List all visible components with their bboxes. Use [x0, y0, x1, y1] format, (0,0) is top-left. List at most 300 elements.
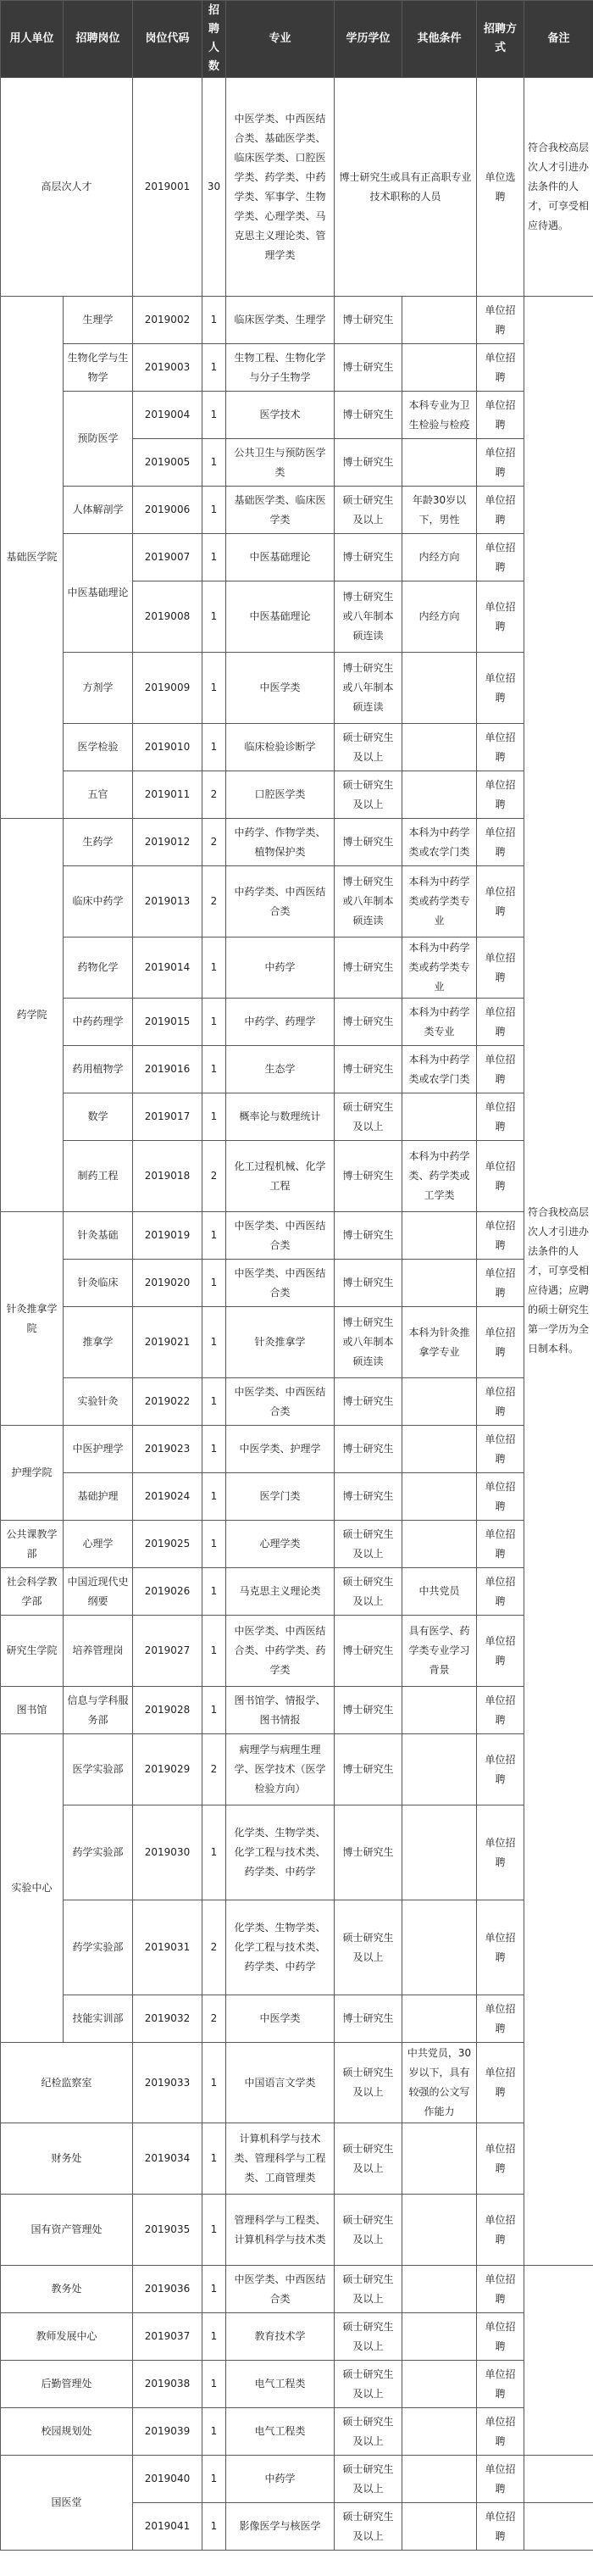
table-cell: 中医基础理论 [226, 581, 335, 653]
table-cell: 中医基础理论 [64, 534, 133, 653]
table-cell [402, 439, 477, 487]
table-cell [402, 1805, 477, 1900]
table-cell: 国医堂 [1, 2456, 133, 2551]
table-cell: 单位招聘 [477, 1568, 524, 1616]
table-cell: 本科为中药学类或药学类专业 [402, 866, 477, 937]
table-cell: 单位招聘 [477, 819, 524, 866]
table-cell: 博士研究生 [335, 937, 402, 999]
table-cell: 具有医学、药学类专业学习背景 [402, 1616, 477, 1687]
table-row [1, 2043, 593, 2123]
table-cell: 博士研究生 [335, 1687, 402, 1734]
table-cell: 单位招聘 [477, 1212, 524, 1260]
table-cell: 临床中药学 [64, 866, 133, 937]
table-cell: 生物化学与生物学 [64, 344, 133, 392]
table-cell: 硕士研究生及以上 [335, 2123, 402, 2195]
table-cell: 本科为中药学类或农学门类 [402, 1046, 477, 1093]
table-cell: 2019037 [133, 2313, 202, 2361]
table-cell: 高层次人才 [1, 78, 133, 297]
table-cell: 方剂学 [64, 653, 133, 724]
table-cell: 1 [202, 581, 226, 653]
table-cell [402, 724, 477, 771]
table-cell: 医学技术 [226, 392, 335, 439]
table-cell: 单位招聘 [477, 866, 524, 937]
table-cell: 中药学、作物学类、植物保护类 [226, 819, 335, 866]
table-cell: 单位招聘 [477, 937, 524, 999]
table-cell: 1 [202, 1307, 226, 1378]
table-row [1, 999, 593, 1046]
table-cell: 实验针灸 [64, 1378, 133, 1426]
table-cell: 五官 [64, 771, 133, 819]
table-row [1, 2313, 593, 2361]
table-row [1, 1521, 593, 1568]
table-row [1, 2123, 593, 2195]
table-cell: 博士研究生 [335, 999, 402, 1046]
table-cell: 2019004 [133, 392, 202, 439]
table-cell: 2 [202, 1734, 226, 1805]
header-unit: 用人单位 [1, 1, 64, 78]
table-cell: 单位招聘 [477, 2456, 524, 2503]
table-cell: 中医学类、中西医结合类、基础医学类、临床医学类、口腔医学类、药学类、中药学类、军事学、生物学类、心理学类、马克思主义理论类、管理学类 [226, 78, 335, 297]
table-cell: 教务处 [1, 2266, 133, 2313]
table-cell [402, 2361, 477, 2408]
table-cell: 心理学 [64, 1521, 133, 1568]
table-cell: 医学实验部 [64, 1734, 133, 1805]
table-cell: 单位招聘 [477, 1734, 524, 1805]
table-cell [402, 344, 477, 392]
table-cell: 2019021 [133, 1307, 202, 1378]
table-row [1, 1473, 593, 1521]
table-cell: 中医学类、中西医结合类 [226, 1212, 335, 1260]
table-cell: 单位招聘 [477, 2195, 524, 2266]
table-cell: 基础护理 [64, 1473, 133, 1521]
table-cell: 2019002 [133, 297, 202, 344]
table-cell [402, 2313, 477, 2361]
table-cell: 单位招聘 [477, 1260, 524, 1307]
header-position: 招聘岗位 [64, 1, 133, 78]
table-cell: 计算机科学与技术类、管理科学与工程类、工商管理类 [226, 2123, 335, 2195]
table-cell: 2019024 [133, 1473, 202, 1521]
table-cell: 2019009 [133, 653, 202, 724]
table-cell: 1 [202, 534, 226, 581]
table-row [1, 2195, 593, 2266]
table-cell: 30 [202, 78, 226, 297]
table-cell: 口腔医学类 [226, 771, 335, 819]
table-cell: 针灸推拿学 [226, 1307, 335, 1378]
table-cell: 博士研究生 [335, 1046, 402, 1093]
table-cell: 基础医学院 [1, 297, 64, 819]
table-row [1, 487, 593, 534]
table-cell: 单位招聘 [477, 771, 524, 819]
table-cell: 药学实验部 [64, 1900, 133, 1995]
table-row [1, 1141, 593, 1212]
table-cell: 博士研究生 [335, 297, 402, 344]
table-cell: 中药学、药理学 [226, 999, 335, 1046]
table-cell: 硕士研究生及以上 [335, 1900, 402, 1995]
table-row [1, 1616, 593, 1687]
table-row [1, 1046, 593, 1093]
table-cell: 中国近现代史纲要 [64, 1568, 133, 1616]
table-cell: 2019026 [133, 1568, 202, 1616]
table-cell: 1 [202, 1093, 226, 1141]
table-cell: 中医学类、护理学 [226, 1426, 335, 1473]
table-cell: 教育技术学 [226, 2313, 335, 2361]
table-cell: 硕士研究生及以上 [335, 1568, 402, 1616]
table-cell: 2019007 [133, 534, 202, 581]
table-cell [402, 1093, 477, 1141]
table-cell: 2 [202, 866, 226, 937]
table-cell: 硕士研究生及以上 [335, 2313, 402, 2361]
table-row [1, 1568, 593, 1616]
table-cell: 单位招聘 [477, 1995, 524, 2043]
table-cell: 图书馆学、情报学、图书情报 [226, 1687, 335, 1734]
table-cell: 2019008 [133, 581, 202, 653]
table-cell: 生理学 [64, 297, 133, 344]
table-cell: 2019029 [133, 1734, 202, 1805]
table-cell: 单位招聘 [477, 392, 524, 439]
table-cell: 博士研究生 [335, 439, 402, 487]
table-cell: 博士研究生或具有正高职专业技术职称的人员 [335, 78, 477, 297]
table-cell: 1 [202, 999, 226, 1046]
remarks-cell: 符合我校高层次人才引进办法条件的人才，可享受相应待遇；应聘的硕士研究生第一学历为全日制本科。 [524, 297, 593, 2266]
table-cell: 2019039 [133, 2408, 202, 2456]
table-cell: 化学类、生物学类、化学工程与技术类、药学类、中药学 [226, 1805, 335, 1900]
table-cell: 中医学类 [226, 653, 335, 724]
table-cell: 硕士研究生及以上 [335, 2361, 402, 2408]
table-cell: 2019040 [133, 2456, 202, 2503]
table-cell: 1 [202, 2408, 226, 2456]
table-row [1, 1900, 593, 1995]
table-cell: 2019035 [133, 2195, 202, 2266]
table-cell: 单位招聘 [477, 1307, 524, 1378]
table-cell: 基础医学类、临床医学类 [226, 487, 335, 534]
table-cell: 2019016 [133, 1046, 202, 1093]
table-cell: 中国语言文学类 [226, 2043, 335, 2123]
table-cell: 单位招聘 [477, 344, 524, 392]
table-cell: 马克思主义理论类 [226, 1568, 335, 1616]
header-position-code: 岗位代码 [133, 1, 202, 78]
table-cell: 单位招聘 [477, 1473, 524, 1521]
table-cell: 单位招聘 [477, 1378, 524, 1426]
table-cell: 临床检验诊断学 [226, 724, 335, 771]
table-row [1, 1093, 593, 1141]
table-cell: 2019027 [133, 1616, 202, 1687]
table-cell: 单位招聘 [477, 581, 524, 653]
table-row [1, 1260, 593, 1307]
table-row [1, 1805, 593, 1900]
table-cell: 1 [202, 1521, 226, 1568]
table-cell: 国有资产管理处 [1, 2195, 133, 2266]
table-cell: 医学检验 [64, 724, 133, 771]
table-cell: 2019019 [133, 1212, 202, 1260]
table-cell: 博士研究生 [335, 1141, 402, 1212]
table-cell: 1 [202, 1260, 226, 1307]
table-cell: 2 [202, 1141, 226, 1212]
table-cell: 临床医学类、生理学 [226, 297, 335, 344]
table-row [1, 1307, 593, 1378]
table-cell [402, 1521, 477, 1568]
table-cell: 1 [202, 2043, 226, 2123]
table-cell: 1 [202, 1616, 226, 1687]
table-cell [402, 2123, 477, 2195]
table-cell: 纪检监察室 [1, 2043, 133, 2123]
table-cell: 1 [202, 1687, 226, 1734]
table-cell [402, 653, 477, 724]
table-cell: 单位招聘 [477, 1046, 524, 1093]
table-row [1, 866, 593, 937]
table-cell: 2019011 [133, 771, 202, 819]
header-recruit-method: 招聘方式 [477, 1, 524, 78]
table-row [1, 534, 593, 581]
table-cell: 本科为中药学类、药学类或工学类 [402, 1141, 477, 1212]
table-cell: 2019010 [133, 724, 202, 771]
table-cell [402, 1473, 477, 1521]
table-cell: 生态学 [226, 1046, 335, 1093]
table-cell: 中医基础理论 [226, 534, 335, 581]
table-cell: 推拿学 [64, 1307, 133, 1378]
table-cell: 中药学类、中西医结合类 [226, 866, 335, 937]
table-cell: 年龄30岁以下，男性 [402, 487, 477, 534]
table-cell: 中医学类、中西医结合类、中药学类、药学类 [226, 1616, 335, 1687]
table-cell: 1 [202, 2195, 226, 2266]
table-cell: 2 [202, 1900, 226, 1995]
table-cell: 药学实验部 [64, 1805, 133, 1900]
table-cell: 2019022 [133, 1378, 202, 1426]
table-cell: 单位招聘 [477, 1521, 524, 1568]
table-cell: 单位招聘 [477, 2123, 524, 2195]
table-cell: 1 [202, 1473, 226, 1521]
table-cell: 2019025 [133, 1521, 202, 1568]
table-row [1, 1687, 593, 1734]
table-row [1, 771, 593, 819]
table-cell [402, 771, 477, 819]
table-cell: 单位招聘 [477, 2266, 524, 2313]
table-row [1, 2266, 593, 2313]
table-cell: 制药工程 [64, 1141, 133, 1212]
table-cell: 1 [202, 344, 226, 392]
table-cell: 单位招聘 [477, 1687, 524, 1734]
table-cell: 2019032 [133, 1995, 202, 2043]
header-major: 专业 [226, 1, 335, 78]
table-cell: 2019036 [133, 2266, 202, 2313]
table-cell: 单位招聘 [477, 1616, 524, 1687]
table-cell: 博士研究生 [335, 1616, 402, 1687]
table-cell: 单位招聘 [477, 534, 524, 581]
table-cell: 教师发展中心 [1, 2313, 133, 2361]
table-cell: 博士研究生 [335, 819, 402, 866]
header-other-conditions: 其他条件 [402, 1, 477, 78]
table-cell: 本科为中药学类专业 [402, 999, 477, 1046]
table-cell: 电气工程类 [226, 2361, 335, 2408]
table-cell: 硕士研究生及以上 [335, 724, 402, 771]
table-cell: 1 [202, 297, 226, 344]
table-row [1, 392, 593, 439]
table-cell: 影像医学与核医学 [226, 2503, 335, 2551]
table-cell: 博士研究生 [335, 392, 402, 439]
table-cell: 中医学类、中西医结合类 [226, 1378, 335, 1426]
table-cell [402, 2195, 477, 2266]
table-cell: 针灸基础 [64, 1212, 133, 1260]
table-cell [402, 2266, 477, 2313]
table-cell: 单位招聘 [477, 1141, 524, 1212]
table-cell [402, 1995, 477, 2043]
table-cell: 1 [202, 2361, 226, 2408]
table-cell [402, 2503, 477, 2551]
table-cell [402, 1378, 477, 1426]
table-cell: 内经方向 [402, 581, 477, 653]
table-cell: 生物工程、生物化学与分子生物学 [226, 344, 335, 392]
table-cell: 2019018 [133, 1141, 202, 1212]
table-cell: 公共卫生与预防医学类 [226, 439, 335, 487]
table-row [1, 724, 593, 771]
table-cell: 博士研究生 [335, 1378, 402, 1426]
table-cell: 中药药理学 [64, 999, 133, 1046]
table-cell: 博士研究生 [335, 344, 402, 392]
table-cell: 硕士研究生及以上 [335, 2195, 402, 2266]
table-cell: 中医学类、中西医结合类 [226, 1260, 335, 1307]
table-cell: 2019023 [133, 1426, 202, 1473]
table-cell: 药物化学 [64, 937, 133, 999]
table-cell: 2019034 [133, 2123, 202, 2195]
table-cell: 单位招聘 [477, 1805, 524, 1900]
table-cell: 2019006 [133, 487, 202, 534]
table-cell [402, 2408, 477, 2456]
header-headcount: 招聘人数 [202, 1, 226, 78]
table-cell: 2019003 [133, 344, 202, 392]
table-cell: 2019020 [133, 1260, 202, 1307]
table-cell: 硕士研究生及以上 [335, 1521, 402, 1568]
table-cell: 1 [202, 1805, 226, 1900]
table-cell: 1 [202, 392, 226, 439]
table-cell: 技能实训部 [64, 1995, 133, 2043]
table-cell: 硕士研究生及以上 [335, 1093, 402, 1141]
table-row [1, 344, 593, 392]
table-cell: 中医学类 [226, 1995, 335, 2043]
table-cell: 本科专业为卫生检验与检疫 [402, 392, 477, 439]
table-cell: 社会科学教学部 [1, 1568, 64, 1616]
table-cell: 硕士研究生及以上 [335, 487, 402, 534]
table-row [1, 1378, 593, 1426]
table-cell: 药用植物学 [64, 1046, 133, 1093]
table-cell: 博士研究生 [335, 1473, 402, 1521]
table-cell: 1 [202, 1378, 226, 1426]
table-cell: 博士研究生 [335, 1260, 402, 1307]
table-row [1, 297, 593, 344]
table-cell: 2019005 [133, 439, 202, 487]
table-cell: 单位选聘 [477, 78, 524, 297]
table-cell: 针灸推拿学院 [1, 1212, 64, 1426]
table-cell: 信息与学科服务部 [64, 1687, 133, 1734]
table-cell: 病理学与病理生理学、医学技术（医学检验方向） [226, 1734, 335, 1805]
table-cell: 内经方向 [402, 534, 477, 581]
table-cell [402, 1212, 477, 1260]
table-cell: 单位招聘 [477, 2361, 524, 2408]
table-cell: 2019013 [133, 866, 202, 937]
table-cell [402, 297, 477, 344]
table-cell: 校园规划处 [1, 2408, 133, 2456]
table-cell: 培养管理岗 [64, 1616, 133, 1687]
table-cell: 2 [202, 771, 226, 819]
table-cell: 2019017 [133, 1093, 202, 1141]
table-cell: 单位招聘 [477, 653, 524, 724]
table-cell: 2019015 [133, 999, 202, 1046]
table-row [1, 2361, 593, 2408]
table-cell: 中医学类、中西医结合类 [226, 2266, 335, 2313]
table-cell: 1 [202, 2503, 226, 2551]
table-cell: 博士研究生或八年制本硕连读 [335, 1307, 402, 1378]
table-row [1, 1995, 593, 2043]
table-cell: 概率论与数理统计 [226, 1093, 335, 1141]
table-cell: 单位招聘 [477, 2043, 524, 2123]
table-body [1, 78, 593, 2551]
table-cell: 1 [202, 1212, 226, 1260]
table-cell: 中共党员，30岁以下，具有较强的公文写作能力 [402, 2043, 477, 2123]
header-row [1, 1, 593, 78]
table-cell [402, 2456, 477, 2503]
table-cell: 电气工程类 [226, 2408, 335, 2456]
table-cell: 博士研究生 [335, 1426, 402, 1473]
table-cell: 1 [202, 2313, 226, 2361]
table-row [1, 2408, 593, 2456]
table-cell: 2019012 [133, 819, 202, 866]
table-row [1, 937, 593, 999]
table-cell: 硕士研究生及以上 [335, 2266, 402, 2313]
table-cell: 中共党员 [402, 1568, 477, 1616]
table-cell: 人体解剖学 [64, 487, 133, 534]
table-cell: 硕士研究生及以上 [335, 2503, 402, 2551]
table-cell: 1 [202, 487, 226, 534]
table-cell: 本科为针灸推拿学专业 [402, 1307, 477, 1378]
table-cell: 2 [202, 1995, 226, 2043]
table-cell: 2019028 [133, 1687, 202, 1734]
table-cell [402, 1900, 477, 1995]
table-cell: 1 [202, 653, 226, 724]
table-cell: 单位招聘 [477, 1093, 524, 1141]
table-cell: 本科为中药学类或农学门类 [402, 819, 477, 866]
table-cell: 中医护理学 [64, 1426, 133, 1473]
table-cell: 硕士研究生及以上 [335, 771, 402, 819]
header-remarks: 备注 [524, 1, 593, 78]
table-cell: 2019038 [133, 2361, 202, 2408]
table-cell: 单位招聘 [477, 1900, 524, 1995]
table-cell: 单位招聘 [477, 2503, 524, 2551]
table-cell: 医学门类 [226, 1473, 335, 1521]
table-cell: 针灸临床 [64, 1260, 133, 1307]
table-cell: 财务处 [1, 2123, 133, 2195]
table-cell: 单位招聘 [477, 2408, 524, 2456]
table-cell: 硕士研究生及以上 [335, 2456, 402, 2503]
table-cell: 1 [202, 724, 226, 771]
table-cell: 博士研究生 [335, 534, 402, 581]
table-cell [524, 2503, 593, 2551]
table-cell: 单位招聘 [477, 2313, 524, 2361]
table-cell: 1 [202, 1568, 226, 1616]
table-cell: 1 [202, 2456, 226, 2503]
table-cell: 1 [202, 1046, 226, 1093]
remarks-cell: 符合我校高层次人才引进办法条件的人才，可享受相应待遇。 [524, 78, 593, 297]
table-cell: 单位招聘 [477, 487, 524, 534]
table-cell: 1 [202, 2266, 226, 2313]
table-cell: 后勤管理处 [1, 2361, 133, 2408]
table-cell: 1 [202, 2123, 226, 2195]
table-cell: 博士研究生 [335, 1805, 402, 1900]
table-cell: 硕士研究生及以上 [335, 2043, 402, 2123]
table-cell: 2019030 [133, 1805, 202, 1900]
table-row [1, 78, 593, 297]
table-row [1, 819, 593, 866]
header-degree: 学历学位 [335, 1, 402, 78]
table-cell [402, 1687, 477, 1734]
table-cell: 公共课教学部 [1, 1521, 64, 1568]
